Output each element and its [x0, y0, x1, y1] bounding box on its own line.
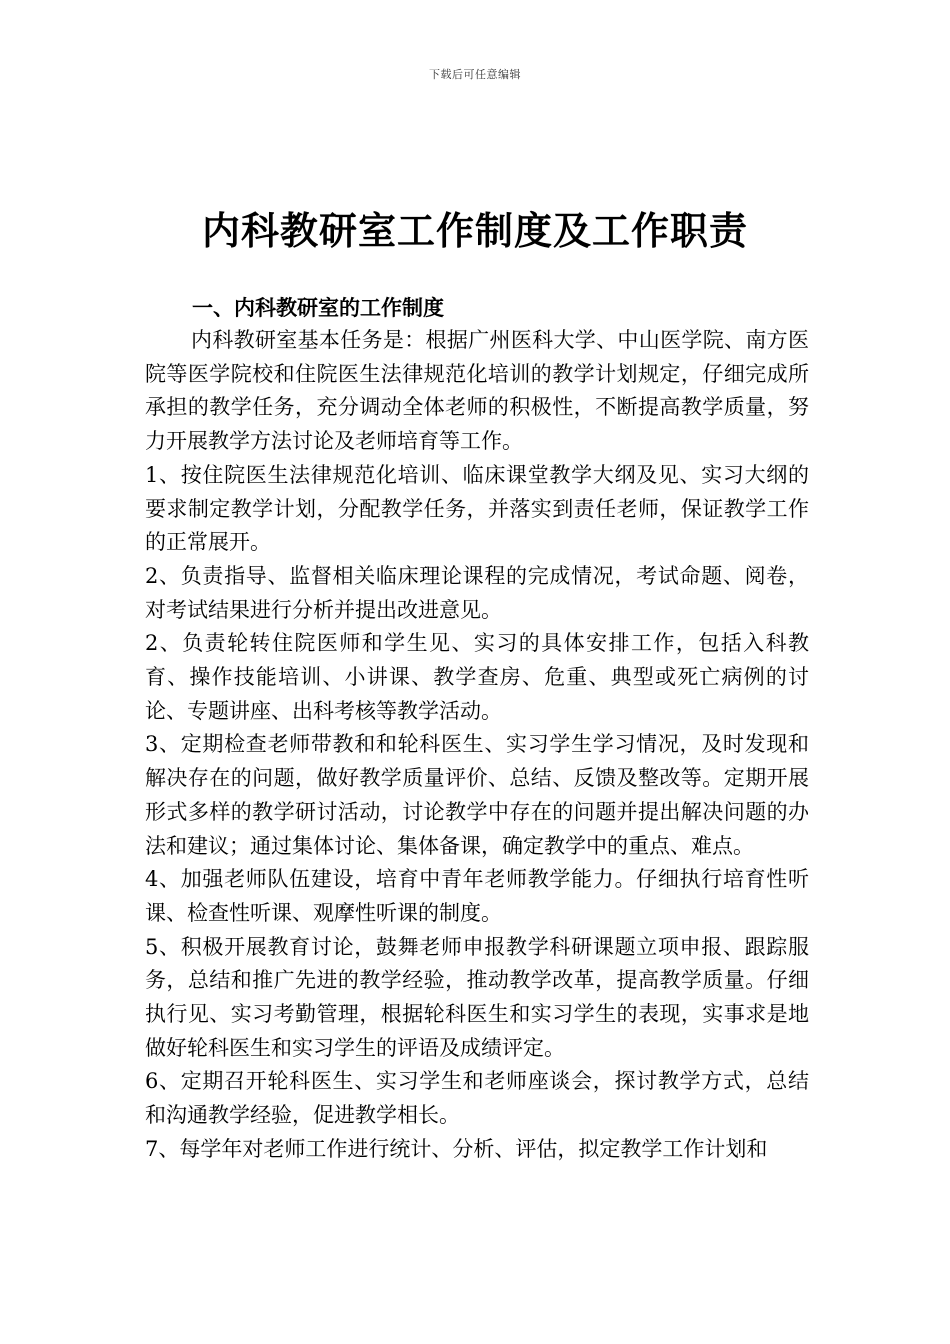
paragraph-item-3: 3、定期检查老师带教和和轮科医生、实习学生学习情况，及时发现和解决存在的问题，做好教学质量评价、总结、反馈及整改等。定期开展形式多样的教学研讨活动，讨论教学中存在的问题并提出解决问题的办法和建议；通过集体讨论、集体备课，确定教学中的重点、难点。	[145, 732, 809, 858]
paragraph-item-1: 1、按住院医生法律规范化培训、临床课堂教学大纲及见、实习大纲的要求制定教学计划，分配教学任务，并落实到责任老师，保证教学工作的正常展开。	[145, 462, 809, 555]
paragraph-item-4: 4、加强老师队伍建设，培育中青年老师教学能力。仔细执行培育性听课、检查性听课、观摩性听课的制度。	[145, 867, 809, 925]
paragraph-item-2b: 2、负责轮转住院医师和学生见、实习的具体安排工作，包括入科教育、操作技能培训、小讲课、教学查房、危重、典型或死亡病例的讨论、专题讲座、出科考核等教学活动。	[145, 631, 809, 723]
paragraph-item-5: 5、积极开展教育讨论，鼓舞老师申报教学科研课题立项申报、跟踪服务，总结和推广先进的教学经验，推动教学改革，提高教学质量。仔细执行见、实习考勤管理，根据轮科医生和实习学生的表现，实事求是地做好轮科医生和实习学生的评语及成绩评定。	[145, 934, 809, 1060]
paragraph-item-6: 6、定期召开轮科医生、实习学生和老师座谈会，探讨教学方式，总结和沟通教学经验，促进教学相长。	[145, 1069, 809, 1128]
document-title: 内科教研室工作制度及工作职责	[201, 208, 748, 253]
paragraph-item-7: 7、每学年对老师工作进行统计、分析、评估，拟定教学工作计划和	[145, 1136, 768, 1161]
document-body	[145, 324, 809, 1167]
header-note: 下载后可任意编辑	[429, 68, 521, 81]
paragraph-item-2: 2、负责指导、监督相关临床理论课程的完成情况，考试命题、阅卷，对考试结果进行分析并提出改进意见。	[145, 563, 809, 622]
paragraph-intro: 内科教研室基本任务是：根据广州医科大学、中山医学院、南方医院等医学院校和住院医生法律规范化培训的教学计划规定，仔细完成所承担的教学任务，充分调动全体老师的积极性，不断提高教学质量，努力开展教学方法讨论及老师培育等工作。	[145, 328, 809, 454]
section-heading: 一、内科教研室的工作制度	[192, 295, 444, 320]
